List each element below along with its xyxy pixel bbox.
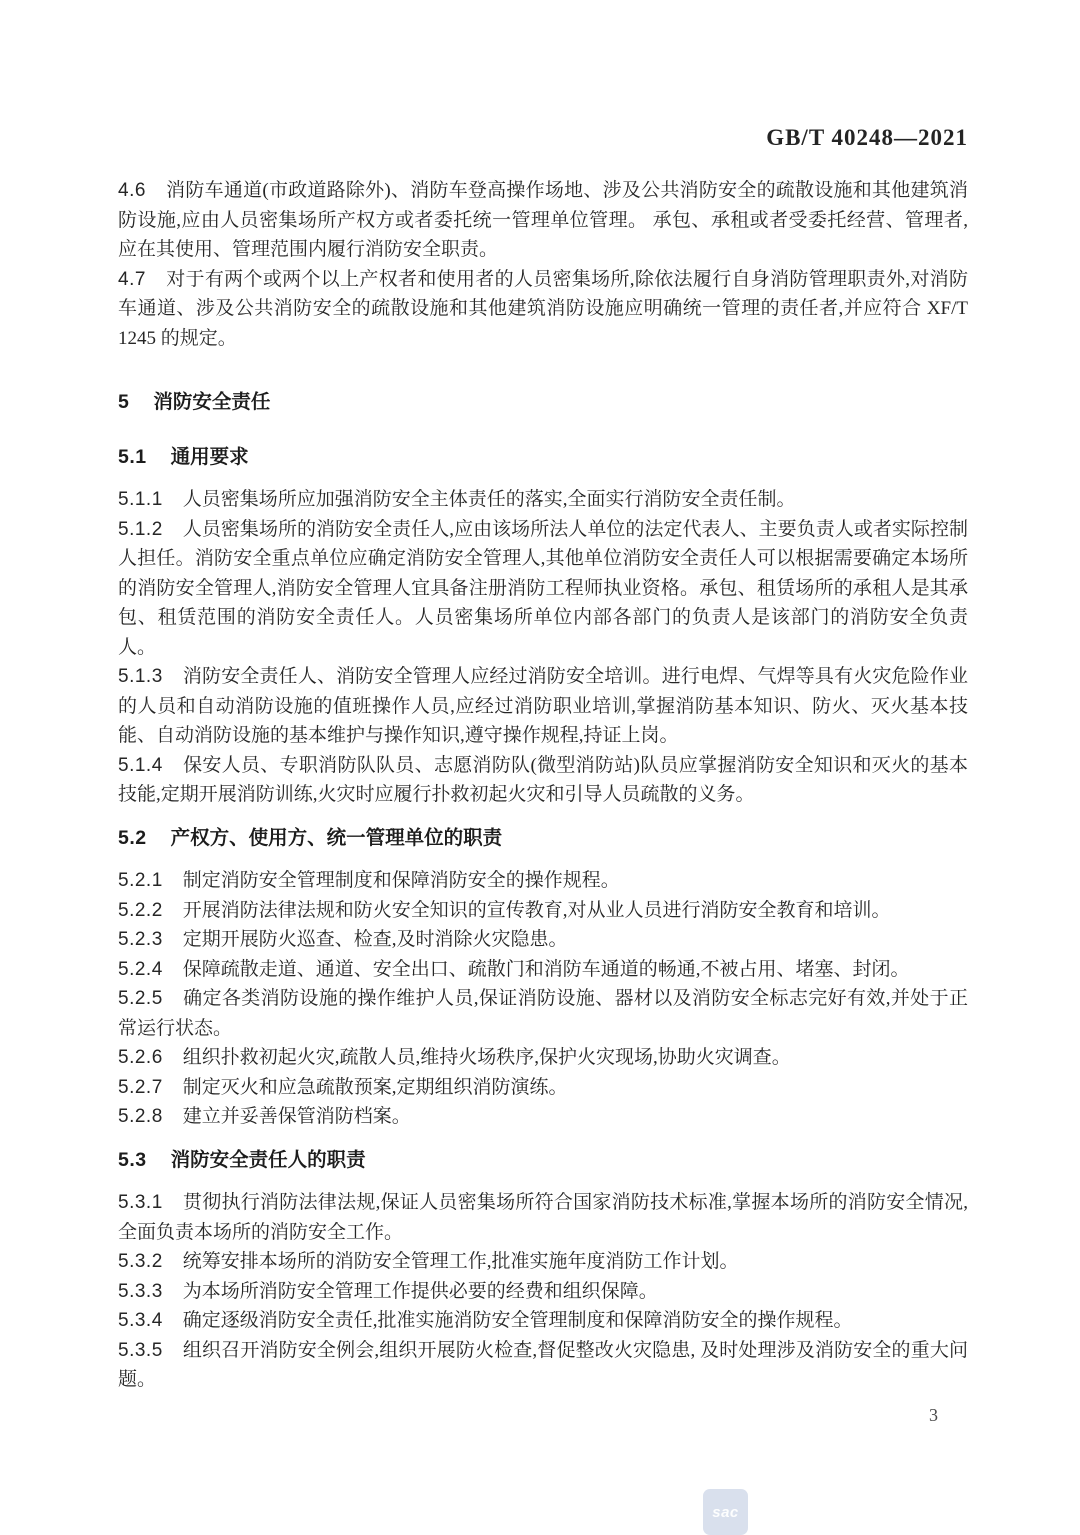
clause-5-1-3 [118,662,968,751]
section-title: 消防安全责任 [153,391,271,413]
clause-number: 4.6 [118,180,146,201]
clause-5-3-2 [118,1247,968,1277]
clause-5-2-2 [118,896,968,926]
clause-5-1-2 [118,515,968,663]
clause-number: 5.1.1 [118,489,163,510]
clause-text: 保安人员、专职消防队队员、志愿消防队(微型消防站)队员应掌握消防安全知识和灭火的基本技能,定期开展消防训练,火灾时应履行扑救初起火灾和引导人员疏散的义务。 [118,754,968,805]
clause-5-2-5 [118,984,968,1043]
clause-text: 人员密集场所应加强消防安全主体责任的落实,全面实行消防安全责任制。 [182,489,796,510]
clause-number: 5.1.4 [118,754,163,776]
clause-number: 4.7 [118,268,146,290]
clause-number: 5.3.4 [118,1310,163,1331]
clause-text: 贯彻执行消防法律法规,保证人员密集场所符合国家消防技术标准,掌握本场所的消防安全情况,全面负责本场所的消防安全工作。 [118,1192,968,1243]
clause-number: 5.2.4 [118,958,163,980]
document-page [118,0,968,1426]
clause-5-2-7 [118,1073,968,1103]
section-number: 5 [118,391,130,413]
clause-number: 5.2.2 [118,899,163,921]
section-heading-5 [118,388,968,418]
clause-5-2-4 [118,955,968,985]
clause-5-3-5 [118,1336,968,1395]
clause-text: 组织召开消防安全例会,组织开展防火检查,督促整改火灾隐患, 及时处理涉及消防安全的重大问题。 [118,1339,968,1390]
clause-5-3-4 [118,1306,968,1336]
clause-5-3-1 [118,1188,968,1247]
subsection-title: 消防安全责任人的职责 [170,1148,366,1171]
clause-5-1-1 [118,485,968,515]
subsection-heading-5-1 [118,443,968,473]
subsection-heading-5-3 [118,1146,968,1176]
clause-text: 制定消防安全管理制度和保障消防安全的操作规程。 [182,870,620,891]
subsection-number: 5.2 [118,826,147,849]
clause-text: 确定逐级消防安全责任,批准实施消防安全管理制度和保障消防安全的操作规程。 [182,1310,853,1331]
clause-text: 对于有两个或两个以上产权者和使用者的人员密集场所,除依法履行自身消防管理职责外,对消防车通道、涉及公共消防安全的疏散设施和其他建筑消防设施应明确统一管理的责任者,并应符合 XF/T 1245 的规定。 [118,268,968,349]
clause-text: 消防车通道(市政道路除外)、消防车登高操作场地、涉及公共消防安全的疏散设施和其他建筑消防设施,应由人员密集场所产权方或者委托统一管理单位管理。 承包、承租或者受委托经营、管理者,应在其使用、管理范围内履行消防安全职责。 [118,180,968,260]
clause-5-3-3 [118,1277,968,1307]
clause-text: 为本场所消防安全管理工作提供必要的经费和组织保障。 [182,1280,658,1302]
subsection-number: 5.3 [118,1148,147,1171]
clause-text: 定期开展防火巡查、检查,及时消除火灾隐患。 [182,929,568,950]
clause-text: 建立并妥善保管消防档案。 [182,1106,411,1127]
clause-text: 制定灭火和应急疏散预案,定期组织消防演练。 [182,1076,568,1098]
clause-number: 5.1.2 [118,518,163,540]
clause-4-7 [118,265,968,354]
clause-number: 5.3.1 [118,1192,163,1213]
subsection-title: 产权方、使用方、统一管理单位的职责 [170,826,503,849]
clause-number: 5.2.8 [118,1106,163,1127]
clause-5-2-1 [118,866,968,896]
clause-text: 确定各类消防设施的操作维护人员,保证消防设施、器材以及消防安全标志完好有效,并处于正常运行状态。 [118,988,968,1039]
clause-text: 统筹安排本场所的消防安全管理工作,批准实施年度消防工作计划。 [182,1251,739,1272]
clause-5-2-8 [118,1102,968,1132]
clause-5-2-6 [118,1043,968,1073]
clause-text: 人员密集场所的消防安全责任人,应由该场所法人单位的法定代表人、主要负责人或者实际控制人担任。消防安全重点单位应确定消防安全管理人,其他单位消防安全责任人可以根据需要确定本场所的消防安全管理人,消防安全管理人宜具备注册消防工程师执业资格。承包、租赁场所的承租人是其承包、租赁范围的消防安全责任人。人员密集场所单位内部各部门的负责人是该部门的消防安全负责人。 [118,518,968,658]
clause-5-1-4 [118,751,968,810]
clause-number: 5.3.5 [118,1339,163,1361]
subsection-heading-5-2 [118,824,968,854]
subsection-title: 通用要求 [170,445,249,468]
clause-4-6 [118,176,968,265]
clause-5-2-3 [118,925,968,955]
clause-number: 5.1.3 [118,666,163,687]
clause-text: 组织扑救初起火灾,疏散人员,维持火场秩序,保护火灾现场,协助火灾调查。 [182,1047,791,1068]
clause-number: 5.2.1 [118,870,163,891]
publisher-watermark-logo: sac [703,1489,748,1535]
clause-number: 5.2.7 [118,1076,163,1098]
clause-number: 5.2.5 [118,988,163,1009]
clause-text: 开展消防法律法规和防火安全知识的宣传教育,对从业人员进行消防安全教育和培训。 [182,899,891,921]
clause-number: 5.3.3 [118,1280,163,1302]
page-number: 3 [929,1404,938,1425]
standard-code-header: GB/T 40248—2021 [766,125,968,150]
clause-number: 5.3.2 [118,1251,163,1272]
clause-text: 消防安全责任人、消防安全管理人应经过消防安全培训。进行电焊、气焊等具有火灾危险作业的人员和自动消防设施的值班操作人员,应经过消防职业培训,掌握消防基本知识、防火、灭火基本技能、自动消防设施的基本维护与操作知识,遵守操作规程,持证上岗。 [118,666,968,746]
clause-number: 5.2.3 [118,929,163,950]
clause-number: 5.2.6 [118,1047,163,1068]
subsection-number: 5.1 [118,445,147,468]
clause-text: 保障疏散走道、通道、安全出口、疏散门和消防车通道的畅通,不被占用、堵塞、封闭。 [182,958,910,980]
